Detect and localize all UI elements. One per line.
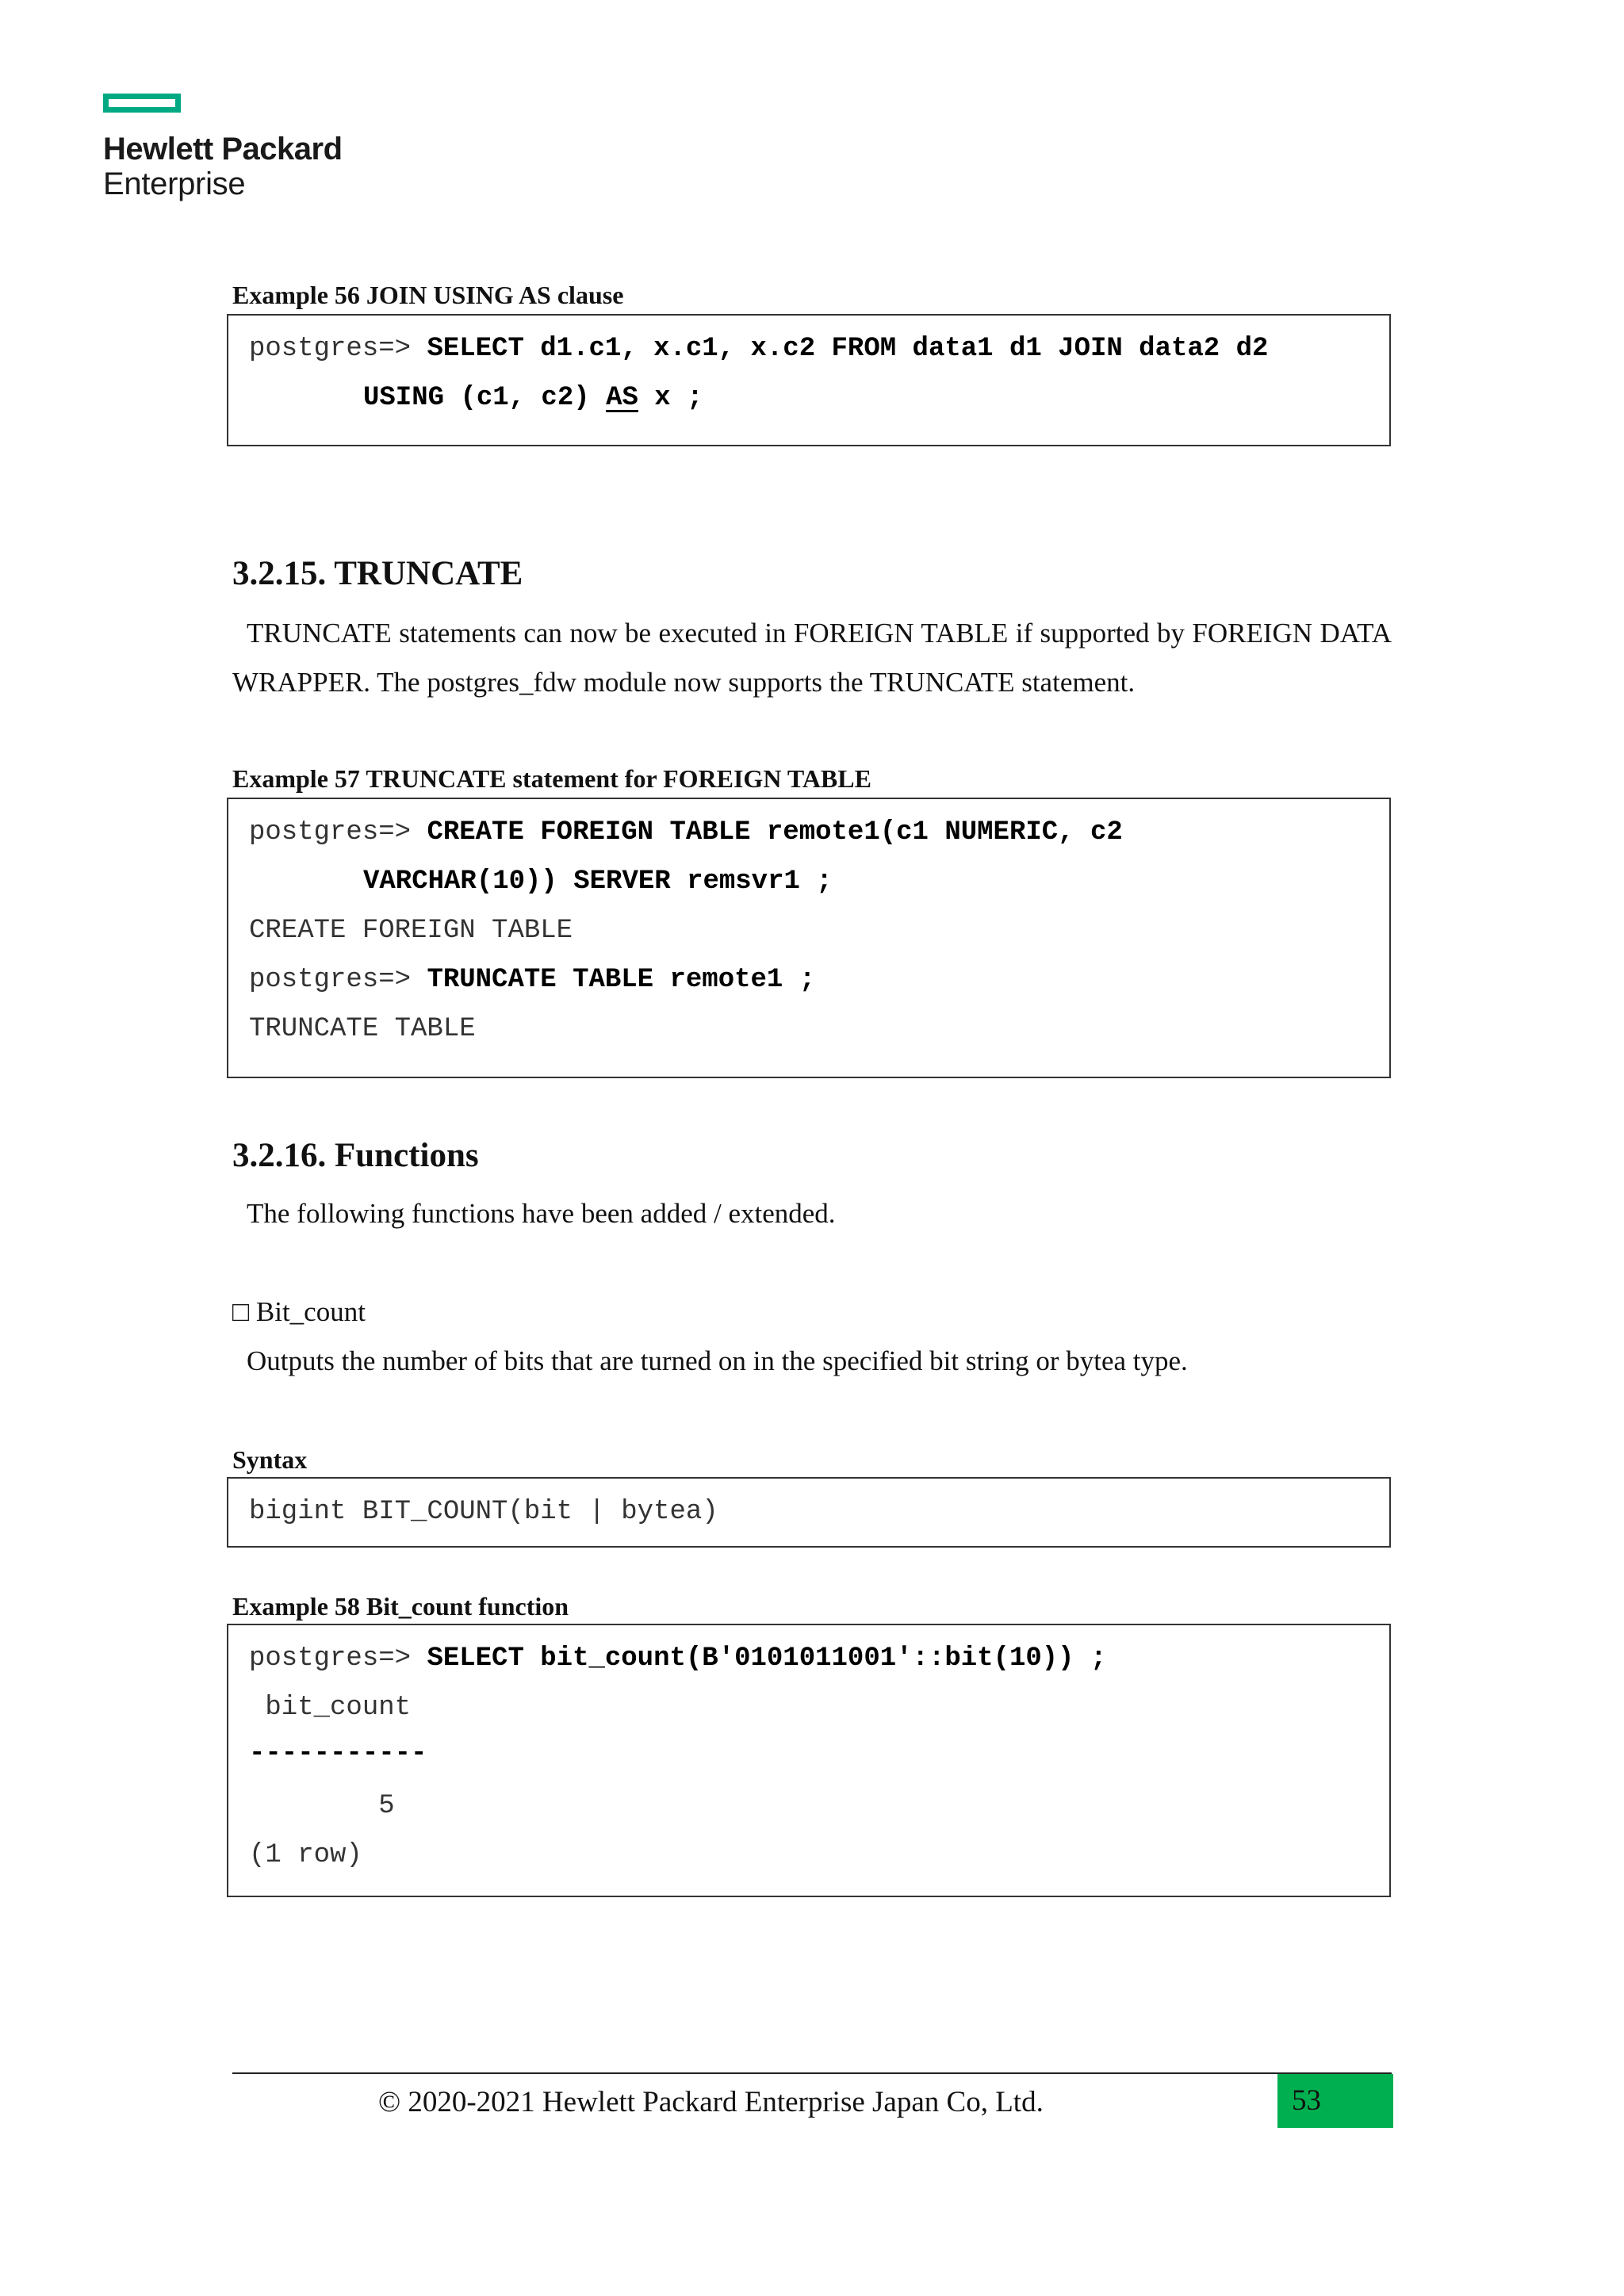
- sql-command: CREATE FOREIGN TABLE remote1(c1 NUMERIC, c2: [427, 817, 1123, 848]
- page-number: 53: [1277, 2074, 1393, 2128]
- example57-line4: [249, 964, 815, 996]
- example58-code-box: [227, 1624, 1391, 1897]
- example57-code-box: [227, 798, 1391, 1078]
- output-value: 5: [249, 1791, 395, 1821]
- sql-command: x ;: [638, 383, 703, 413]
- bitcount-title: □ Bit_count: [232, 1296, 366, 1327]
- syntax-text: bigint BIT_COUNT(bit | bytea): [249, 1497, 718, 1527]
- output-text: TRUNCATE TABLE: [249, 1014, 476, 1044]
- footer-copyright: © 2020-2021 Hewlett Packard Enterprise Japan Co, Ltd.: [378, 2086, 1044, 2118]
- example57-line1: [249, 817, 1123, 848]
- example56-line2: [363, 382, 703, 414]
- output-separator: -----------: [249, 1739, 427, 1769]
- sql-keyword-as: AS: [606, 383, 638, 413]
- example58-separator: [249, 1738, 427, 1770]
- prompt: postgres=>: [249, 1644, 427, 1674]
- example58-row-count: [249, 1839, 362, 1871]
- example58-line1: [249, 1643, 1106, 1674]
- example57-caption: Example 57 TRUNCATE statement for FOREIGN TABLE: [232, 764, 871, 793]
- truncate-body: TRUNCATE statements can now be executed in FOREIGN TABLE if supported by FOREIGN DATA WRAPPER. The postgres_fdw module now supports the TRUNCATE statement.: [232, 618, 1392, 698]
- output-text: CREATE FOREIGN TABLE: [249, 916, 573, 946]
- prompt: postgres=>: [249, 817, 427, 848]
- sql-command: TRUNCATE TABLE remote1 ;: [427, 965, 816, 995]
- section-heading-truncate: 3.2.15. TRUNCATE: [232, 555, 523, 592]
- example58-column-header: [249, 1692, 411, 1724]
- sql-command: SELECT d1.c1, x.c1, x.c2 FROM data1 d1 JOIN data2 d2: [427, 334, 1269, 364]
- example57-line2: [363, 866, 833, 897]
- logo-bar-icon: [103, 94, 181, 113]
- hpe-logo: [103, 94, 343, 201]
- example56-line1: [249, 333, 1268, 365]
- output-text: bit_count: [249, 1693, 412, 1723]
- example56-caption: Example 56 JOIN USING AS clause: [232, 281, 624, 309]
- bitcount-description: Outputs the number of bits that are turned on in the specified bit string or bytea type.: [247, 1345, 1188, 1376]
- sql-command: USING (c1, c2): [363, 383, 607, 413]
- prompt: postgres=>: [249, 965, 427, 995]
- section-heading-functions: 3.2.16. Functions: [232, 1137, 479, 1174]
- sql-command: VARCHAR(10)) SERVER remsvr1 ;: [363, 867, 833, 897]
- example58-value: [249, 1790, 395, 1822]
- syntax-line: [249, 1496, 718, 1528]
- example57-output2: [249, 1013, 476, 1045]
- logo-text-line2: Enterprise: [103, 166, 246, 201]
- logo-text-line1: Hewlett Packard: [103, 132, 343, 166]
- syntax-code-box: [227, 1477, 1391, 1548]
- prompt: postgres=>: [249, 334, 427, 364]
- footer-divider: [232, 2072, 1392, 2074]
- example58-caption: Example 58 Bit_count function: [232, 1592, 569, 1621]
- sql-command: SELECT bit_count(B'0101011001'::bit(10)) ;: [427, 1644, 1107, 1674]
- functions-intro: The following functions have been added / extended.: [247, 1198, 836, 1229]
- output-text: (1 row): [249, 1840, 362, 1870]
- example56-code-box: [227, 314, 1391, 446]
- example57-output1: [249, 915, 573, 947]
- syntax-caption: Syntax: [232, 1445, 308, 1474]
